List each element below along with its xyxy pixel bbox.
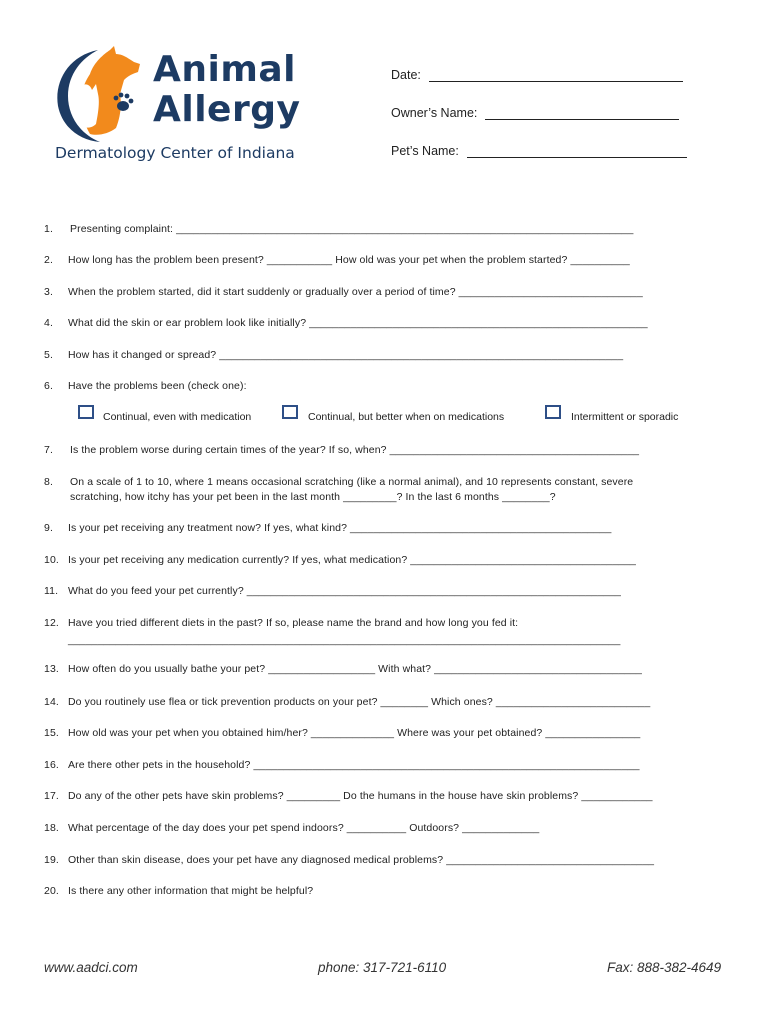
question-text: What do you feed your pet currently? _______________________________________________________________ bbox=[68, 585, 621, 597]
question-number: 19. bbox=[44, 854, 59, 866]
footer-fax: Fax: 888-382-4649 bbox=[607, 960, 722, 975]
question-text: How often do you usually bathe your pet? __________________ With what? ___________________________________ bbox=[68, 663, 642, 675]
pet-name-field[interactable] bbox=[391, 144, 687, 158]
question-number: 3. bbox=[44, 286, 53, 298]
question-number: 11. bbox=[44, 585, 59, 597]
question-number: 7. bbox=[44, 444, 53, 456]
clinic-logo bbox=[50, 44, 340, 172]
question-number: 17. bbox=[44, 790, 59, 802]
option-label-continual-better: Continual, but better when on medications bbox=[308, 411, 505, 423]
question-number: 6. bbox=[44, 380, 53, 392]
question-text: Do any of the other pets have skin problems? _________ Do the humans in the house have skin problems? ____________ bbox=[68, 790, 653, 802]
owner-name-line[interactable] bbox=[485, 107, 679, 120]
owner-name-field[interactable] bbox=[391, 106, 679, 120]
owner-name-label: Owner’s Name: bbox=[391, 106, 478, 120]
question-text: Is your pet receiving any treatment now? If yes, what kind? ____________________________________________ bbox=[68, 522, 612, 534]
question-number: 1. bbox=[44, 223, 53, 235]
option-label-continual-medication: Continual, even with medication bbox=[103, 411, 252, 423]
question-text: Are there other pets in the household? _________________________________________________________________ bbox=[68, 759, 640, 771]
question-number: 2. bbox=[44, 254, 53, 266]
question-text: Is your pet receiving any medication currently? If yes, what medication? ______________________________________ bbox=[68, 554, 636, 566]
question-text: Have you tried different diets in the past? If so, please name the brand and how long you fed it: bbox=[68, 617, 519, 629]
question-number: 8. bbox=[44, 476, 53, 488]
question-number: 10. bbox=[44, 554, 59, 566]
checkbox-continual-medication[interactable] bbox=[78, 405, 94, 419]
question-number: 15. bbox=[44, 727, 59, 739]
question-text: Is the problem worse during certain times of the year? If so, when? __________________________________________ bbox=[70, 444, 640, 456]
question-text: How has it changed or spread? ____________________________________________________________________ bbox=[68, 349, 624, 361]
checkbox-intermittent[interactable] bbox=[545, 405, 561, 419]
question-number: 9. bbox=[44, 522, 53, 534]
dog-cat-paw-icon bbox=[50, 44, 160, 144]
question-text: Have the problems been (check one): bbox=[68, 380, 247, 392]
footer-phone: phone: 317-721-6110 bbox=[318, 960, 447, 975]
question-number: 4. bbox=[44, 317, 53, 329]
question-text: What did the skin or ear problem look like initially? _________________________________________________________ bbox=[68, 317, 648, 329]
question-text: What percentage of the day does your pet spend indoors? __________ Outdoors? _____________ bbox=[68, 822, 540, 834]
checkbox-continual-better[interactable] bbox=[282, 405, 298, 419]
question-number: 12. bbox=[44, 617, 59, 629]
question-number: 14. bbox=[44, 696, 59, 708]
question-text: Do you routinely use flea or tick prevention products on your pet? ________ Which ones? __________________________ bbox=[68, 696, 651, 708]
question-text: When the problem started, did it start suddenly or gradually over a period of time? _______________________________ bbox=[68, 286, 643, 298]
question-number: 13. bbox=[44, 663, 59, 675]
option-label-intermittent: Intermittent or sporadic bbox=[571, 411, 679, 423]
date-label: Date: bbox=[391, 68, 421, 82]
question-number: 5. bbox=[44, 349, 53, 361]
question-text: Presenting complaint: _____________________________________________________________________________ bbox=[70, 223, 634, 235]
question-text: On a scale of 1 to 10, where 1 means occasional scratching (like a normal animal), and 10 represents constant, severe scratching, how itchy has your pet been in the last month _________? In the last 6 months ________? bbox=[70, 476, 634, 503]
answer-line[interactable]: _____________________________________________________________________________________________ bbox=[68, 634, 621, 646]
pet-name-label: Pet’s Name: bbox=[391, 144, 459, 158]
question-text: Other than skin disease, does your pet have any diagnosed medical problems? ___________________________________ bbox=[68, 854, 655, 866]
footer-website: www.aadci.com bbox=[44, 960, 138, 975]
date-line[interactable] bbox=[429, 69, 683, 82]
pet-name-line[interactable] bbox=[467, 145, 687, 158]
question-text: How old was your pet when you obtained him/her? ______________ Where was your pet obtained? ________________ bbox=[68, 727, 641, 739]
brand-subtitle: Dermatology Center of Indiana bbox=[55, 144, 295, 162]
question-number: 18. bbox=[44, 822, 59, 834]
question-text: Is there any other information that might be helpful? bbox=[68, 885, 314, 897]
question-number: 16. bbox=[44, 759, 59, 771]
date-field[interactable] bbox=[391, 68, 683, 82]
question-number: 20. bbox=[44, 885, 59, 897]
brand-name-line1: Animal bbox=[153, 49, 296, 90]
brand-name-line2: Allergy bbox=[153, 89, 301, 130]
question-text: How long has the problem been present? ___________ How old was your pet when the problem started? __________ bbox=[68, 254, 630, 266]
